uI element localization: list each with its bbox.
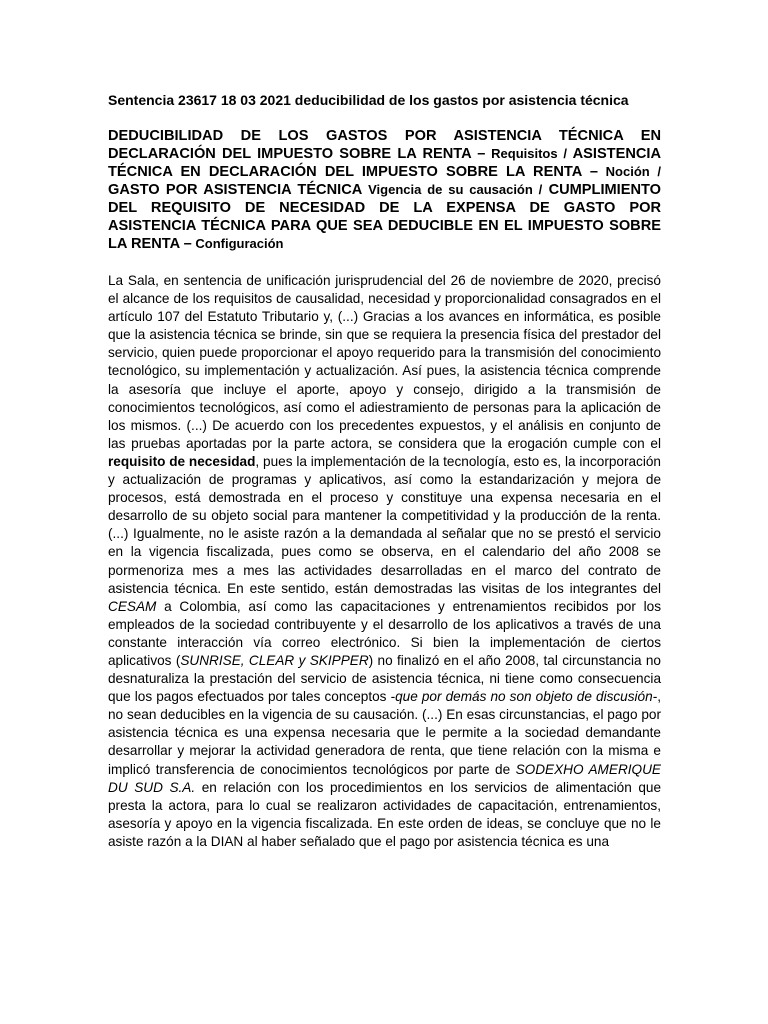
headnote	[108, 127, 661, 253]
body-text-5: , no sean deducibles en la vigencia de su causación. (...) En esas circunstancias, el pago por asistencia técnica es una expensa necesaria que le permite a la sociedad demandante desarrollar y mejorar la actividad generadora de renta, que tiene relación con la misma e implicó transferencia de conocimientos tecnológicos por parte de	[108, 689, 661, 777]
body-italic-discusion: -que por demás no son objeto de discusión-	[390, 689, 658, 705]
headnote-subtopic-1: Requisitos /	[485, 146, 567, 161]
body-paragraph	[108, 272, 661, 851]
body-italic-cesam: CESAM	[108, 598, 157, 614]
body-bold-necesidad: requisito de necesidad	[108, 453, 256, 469]
headnote-subtopic-4: Configuración	[191, 236, 284, 251]
headnote-subtopic-2: Noción /	[597, 164, 662, 179]
headnote-subtopic-3: Vigencia de su causación /	[362, 182, 543, 197]
body-text-4: ) no finalizó en el año 2008, tal circunstancia no desnaturaliza la prestación del servicio de asistencia técnica, ni tiene como consecuencia que los pagos efectuados por tales conceptos	[108, 652, 661, 705]
body-text-3: a Colombia, así como las capacitaciones y entrenamientos recibidos por los empleados de la sociedad contribuyente y el desarrollo de los aplicativos a través de una constante interacción vía correo electrónico. Si bien la implementación de ciertos aplicativos (	[108, 598, 661, 668]
headnote-topic-2: ASISTENCIA TÉCNICA EN DECLARACIÓN DEL IMPUESTO SOBRE LA RENTA –	[108, 146, 661, 180]
body-text-2: , pues la implementación de la tecnología, esto es, la incorporación y actualización de programas y aplicativos, así como la estandarización y mejora de procesos, está demostrada en el proceso y constituye una expensa necesaria en el desarrollo de su objeto social para mantener la competitividad y la producción de la renta. (...) Igualmente, no le asiste razón a la demandada al señalar que no se prestó el servicio en la vigencia fiscalizada, pues como se observa, en el calendario del año 2008 se pormenoriza mes a mes las actividades desarrolladas en el marco del contrato de asistencia técnica. En este sentido, están demostradas las visitas de los integrantes del	[108, 453, 661, 596]
body-text-6: en relación con los procedimientos en los servicios de alimentación que presta la actora, para lo cual se realizaron actividades de capacitación, entrenamientos, asesoría y apoyo en la vigencia fiscalizada. En este orden de ideas, se concluye que no le asiste razón a la DIAN al haber señalado que el pago por asistencia técnica es una	[108, 779, 662, 849]
body-italic-aplicativos: SUNRISE, CLEAR y SKIPPER	[180, 652, 369, 668]
headnote-topic-1: DEDUCIBILIDAD DE LOS GASTOS POR ASISTENCIA TÉCNICA EN DECLARACIÓN DEL IMPUESTO SOBRE LA RENTA –	[108, 128, 661, 162]
document-content	[108, 91, 661, 851]
body-text-1: La Sala, en sentencia de unificación jurisprudencial del 26 de noviembre de 2020, precisó el alcance de los requisitos de causalidad, necesidad y proporcionalidad consagrados en el artículo 107 del Estatuto Tributario y, (...) Gracias a los avances en informática, es posible que la asistencia técnica se brinde, sin que se requiera la presencia física del prestador del servicio, quien puede proporcionar el apoyo requerido para la transmisión del conocimiento tecnológico, su implementación y actualización. Así pues, la asistencia técnica comprende la asesoría que incluye el aporte, apoyo y consejo, dirigido a la transmisión de conocimientos tecnológicos, así como el adiestramiento de personas para la aplicación de los mismos. (...) De acuerdo con los precedentes expuestos, y el análisis en conjunto de las pruebas aportadas por la parte actora, se considera que la erogación cumple con el	[108, 273, 661, 451]
body-italic-sodexho: SODEXHO AMERIQUE DU SUD S.A.	[108, 761, 662, 795]
document-title: Sentencia 23617 18 03 2021 deducibilidad de los gastos por asistencia técnica	[108, 92, 629, 108]
headnote-topic-4: CUMPLIMIENTO DEL REQUISITO DE NECESIDAD DE LA EXPENSA DE GASTO POR ASISTENCIA TÉCNICA PARA QUE SEA DEDUCIBLE EN EL IMPUESTO SOBRE LA RENTA –	[108, 182, 661, 252]
headnote-topic-3: GASTO POR ASISTENCIA TÉCNICA	[108, 182, 363, 198]
